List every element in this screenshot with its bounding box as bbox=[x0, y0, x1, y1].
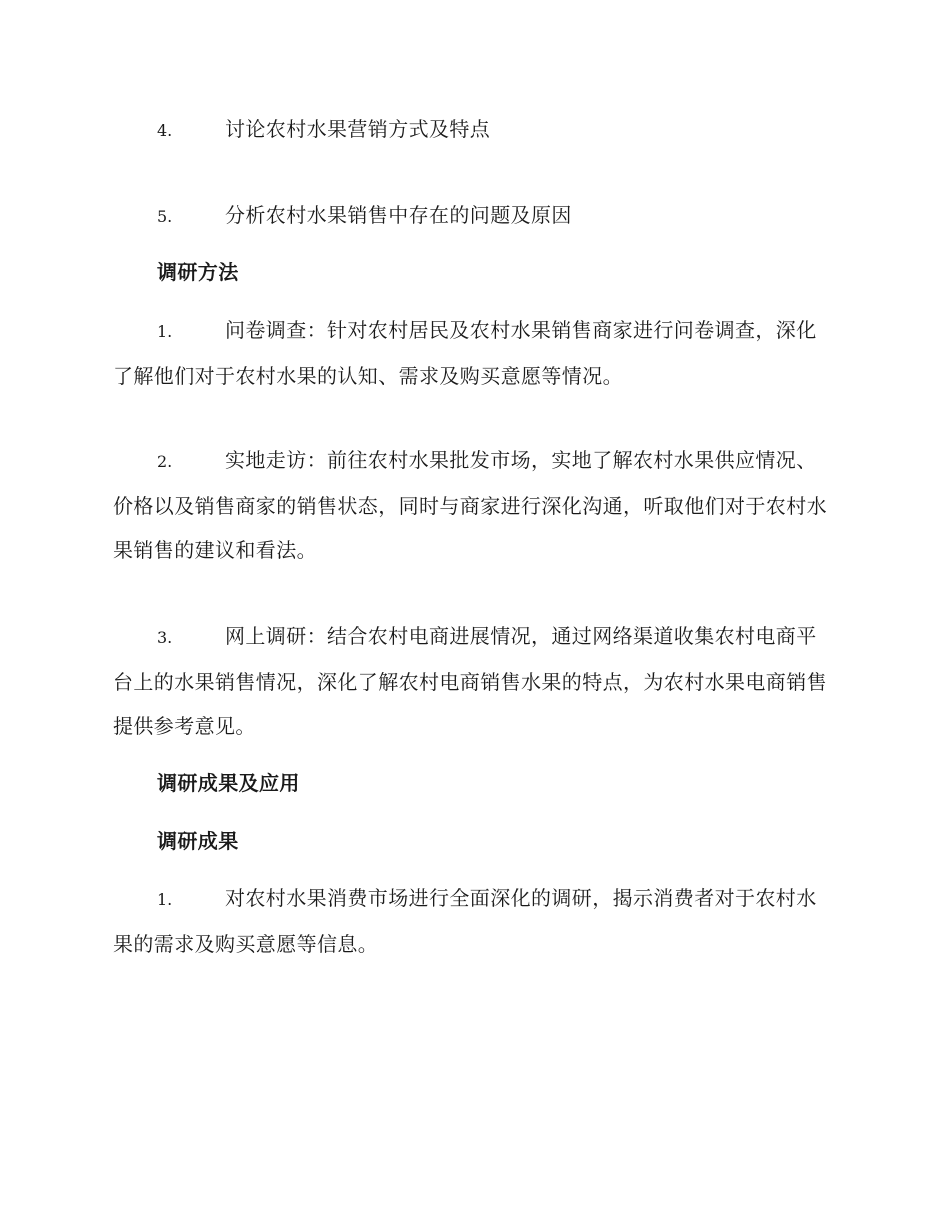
list-item-method-1 bbox=[113, 308, 835, 398]
list-item-goal-5 bbox=[113, 193, 835, 239]
list-item-result-1 bbox=[113, 876, 835, 966]
list-number: 1. bbox=[157, 890, 173, 909]
list-item-text: 网上调研：结合农村电商进展情况，通过网络渠道收集农村电商平台上的水果销售情况，深化了解农村电商销售水果的特点，为农村水果电商销售提供参考意见。 bbox=[113, 624, 827, 738]
list-number: 3. bbox=[157, 628, 173, 647]
list-item-goal-4 bbox=[113, 107, 835, 153]
list-item-text: 对农村水果消费市场进行全面深化的调研，揭示消费者对于农村水果的需求及购买意愿等信息。 bbox=[113, 886, 817, 956]
list-item-text: 分析农村水果销售中存在的问题及原因 bbox=[225, 203, 572, 227]
list-number: 5. bbox=[157, 207, 173, 226]
section-heading-results-application: 调研成果及应用 bbox=[157, 771, 300, 795]
section-heading-methods: 调研方法 bbox=[157, 260, 239, 284]
section-heading-results: 调研成果 bbox=[157, 829, 239, 853]
list-item-method-2 bbox=[113, 438, 835, 572]
list-item-text: 问卷调查：针对农村居民及农村水果销售商家进行问卷调查，深化了解他们对于农村水果的认知、需求及购买意愿等情况。 bbox=[113, 318, 817, 388]
list-number: 1. bbox=[157, 322, 173, 341]
list-item-text: 实地走访：前往农村水果批发市场，实地了解农村水果供应情况、价格以及销售商家的销售状态，同时与商家进行深化沟通，听取他们对于农村水果销售的建议和看法。 bbox=[113, 448, 827, 562]
list-number: 4. bbox=[157, 121, 173, 140]
list-number: 2. bbox=[157, 452, 173, 471]
list-item-method-3 bbox=[113, 614, 835, 748]
list-item-text: 讨论农村水果营销方式及特点 bbox=[225, 117, 491, 141]
